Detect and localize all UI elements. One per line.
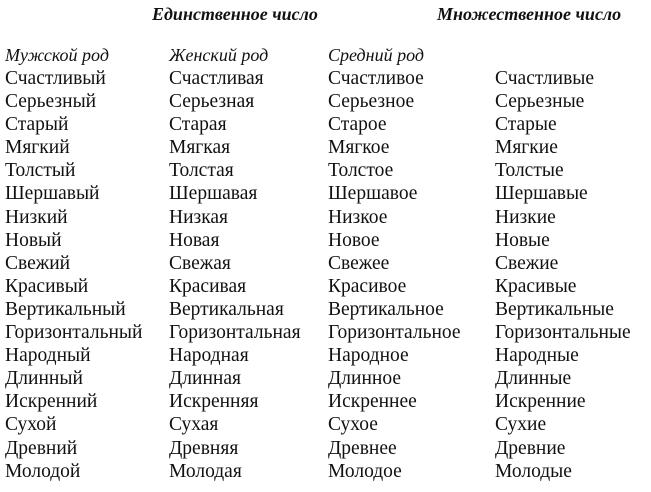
column-title-plural-spacer: [495, 44, 651, 67]
word-plural: Искренние: [495, 391, 586, 413]
word-plural: Новые: [495, 229, 550, 251]
column-feminine: [169, 44, 339, 483]
word-feminine: Новая: [169, 229, 220, 251]
word-list-masculine: [5, 67, 175, 483]
word-feminine: Народная: [169, 345, 249, 367]
word-feminine: Шершавая: [169, 183, 258, 205]
word-plural: Вертикальные: [495, 298, 614, 320]
word-feminine: Древняя: [169, 437, 239, 459]
word-plural: Старые: [495, 114, 557, 136]
word-plural: Мягкие: [495, 137, 558, 159]
word-plural: Счастливые: [495, 68, 595, 89]
word-plural: Серьезные: [495, 91, 585, 113]
word-masculine: Свежий: [5, 252, 71, 274]
word-neuter: Мягкое: [328, 137, 390, 159]
word-masculine: Горизонтальный: [5, 322, 143, 344]
word-neuter: Длинное: [328, 368, 401, 390]
word-plural: Шершавые: [495, 183, 588, 205]
word-feminine: Низкая: [169, 206, 229, 228]
column-title-feminine: Женский род: [169, 45, 269, 65]
word-feminine: Серьезная: [169, 91, 255, 113]
word-masculine: Молодой: [5, 460, 81, 482]
word-neuter: Сухое: [328, 414, 378, 436]
word-plural: Сухие: [495, 414, 547, 436]
word-plural: Народные: [495, 345, 579, 367]
word-masculine: Серьезный: [5, 91, 97, 113]
header-plural: Множественное число: [437, 4, 622, 24]
word-masculine: Древний: [5, 437, 78, 459]
word-feminine: Толстая: [169, 160, 234, 182]
word-neuter: Народное: [328, 345, 409, 367]
word-neuter: Искреннее: [328, 391, 417, 413]
word-plural: Низкие: [495, 206, 556, 228]
word-neuter: Горизонтальное: [328, 322, 461, 344]
word-plural: Молодые: [495, 460, 572, 482]
word-feminine: Старая: [169, 114, 227, 136]
word-masculine: Счастливый: [5, 68, 106, 89]
word-feminine: Длинная: [169, 368, 241, 390]
word-neuter: Молодое: [328, 460, 402, 482]
word-feminine: Вертикальная: [169, 298, 284, 320]
word-neuter: Шершавое: [328, 183, 418, 205]
word-masculine: Низкий: [5, 206, 68, 228]
word-plural: Толстые: [495, 160, 564, 182]
word-neuter: Низкое: [328, 206, 388, 228]
word-masculine: Вертикальный: [5, 298, 126, 320]
word-neuter: Древнее: [328, 437, 397, 459]
word-feminine: Красивая: [169, 275, 247, 297]
word-feminine: Горизонтальная: [169, 322, 301, 344]
word-masculine: Красивый: [5, 275, 89, 297]
word-plural: Горизонтальные: [495, 322, 631, 344]
word-neuter: Новое: [328, 229, 380, 251]
word-masculine: Старый: [5, 114, 69, 136]
word-masculine: Сухой: [5, 414, 57, 436]
word-list-feminine: [169, 67, 339, 483]
word-masculine: Толстый: [5, 160, 76, 182]
word-plural: Древние: [495, 437, 566, 459]
word-list-neuter: [328, 67, 498, 483]
word-feminine: Свежая: [169, 252, 231, 274]
word-masculine: Мягкий: [5, 137, 70, 159]
word-feminine: Сухая: [169, 414, 219, 436]
column-neuter: [328, 44, 498, 483]
column-plural: [495, 44, 651, 483]
word-neuter: Старое: [328, 114, 387, 136]
word-feminine: Счастливая: [169, 68, 264, 89]
header-singular: Единственное число: [152, 4, 318, 24]
word-masculine: Народный: [5, 345, 91, 367]
column-masculine: [5, 44, 175, 483]
word-neuter: Красивое: [328, 275, 407, 297]
word-plural: Свежие: [495, 252, 559, 274]
word-masculine: Длинный: [5, 368, 83, 390]
word-plural: Длинные: [495, 368, 572, 390]
word-neuter: Серьезное: [328, 91, 415, 113]
word-neuter: Толстое: [328, 160, 394, 182]
word-plural: Красивые: [495, 275, 577, 297]
word-masculine: Новый: [5, 229, 62, 251]
word-neuter: Счастливое: [328, 68, 424, 89]
word-neuter: Свежее: [328, 252, 390, 274]
word-feminine: Искренняя: [169, 391, 259, 413]
word-masculine: Искренний: [5, 391, 98, 413]
column-title-masculine: Мужской род: [5, 45, 109, 65]
word-list-plural: [495, 67, 651, 483]
word-feminine: Мягкая: [169, 137, 231, 159]
word-masculine: Шершавый: [5, 183, 100, 205]
column-title-neuter: Средний род: [328, 45, 424, 65]
word-feminine: Молодая: [169, 460, 242, 482]
word-neuter: Вертикальное: [328, 298, 444, 320]
